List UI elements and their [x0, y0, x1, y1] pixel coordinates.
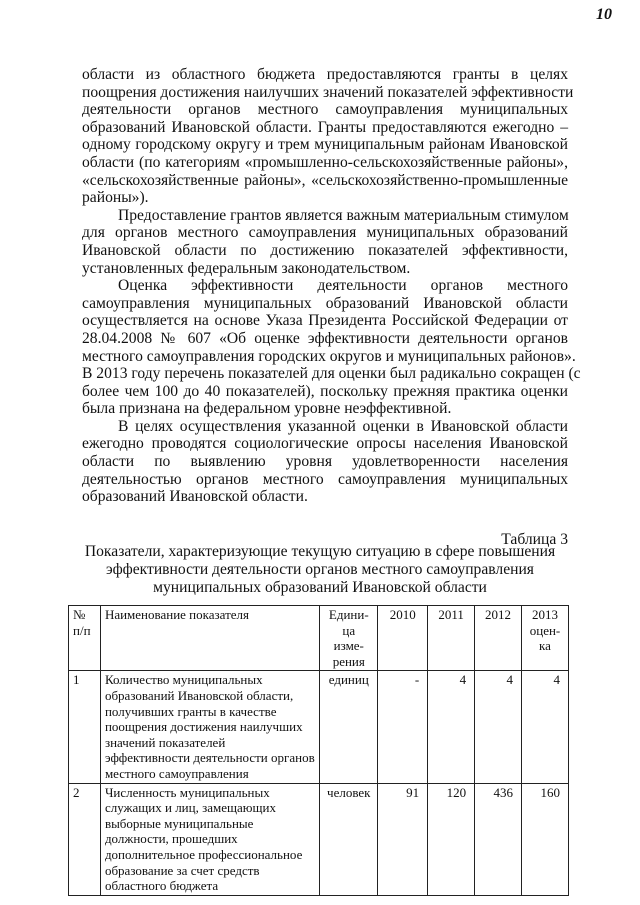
table-cell: 1: [69, 671, 101, 783]
header-cell: Наименование показателя: [100, 606, 319, 671]
paragraph: [82, 207, 568, 277]
table-title-line: муниципальных образований Ивановской области: [153, 579, 487, 596]
table-cell: Количество муниципальных образований Ивановской области, получивших гранты в качестве поощрения достижения наилучших значений показателей эффективности деятельности органов местного самоуправления: [100, 671, 319, 783]
table-cell: человек: [320, 783, 378, 895]
table-cell: Численность муниципальных служащих и лиц, замещающих выборные муниципальные должности, прошедших дополнительное профессиональное образование за счет средств областного бюджета: [100, 783, 319, 895]
text-line: области (по категориям «промышленно-сельскохозяйственные районы»,: [82, 153, 568, 171]
text-line: установленных федеральным законодательством.: [82, 259, 411, 277]
header-cell: № п/п: [69, 606, 101, 671]
paragraph: [82, 418, 568, 506]
indicators-table: [68, 605, 569, 896]
text-line: самоуправления муниципальных образований Ивановской области: [82, 294, 568, 312]
table-title-line: Показатели, характеризующие текущую ситуацию в сфере повышения: [84, 543, 556, 560]
text-line: Оценка эффективности деятельности органов местного: [118, 277, 568, 295]
text-line: 28.04.2008 № 607 «Об оценке эффективности деятельности органов: [82, 329, 568, 347]
table-cell: 4: [475, 671, 522, 783]
text-line: местного самоуправления городских округов и муниципальных районов».: [82, 347, 576, 365]
header-cell: 2011: [428, 606, 475, 671]
text-line: области по выявлению уровня удовлетворенности населения: [82, 453, 568, 471]
text-line: осуществляется на основе Указа Президента Российской Федерации от: [82, 312, 568, 330]
table-label: Таблица 3: [501, 531, 568, 548]
paragraph: [82, 277, 581, 418]
text-line: районы»).: [82, 189, 149, 207]
text-line: одному городскому округу и трем муниципальным районам Ивановской: [82, 136, 568, 154]
text-line: образований Ивановской области. Гранты предоставляются ежегодно –: [82, 118, 568, 136]
text-line: деятельностью органов местного самоуправления муниципальных: [82, 470, 568, 488]
table-title: [60, 543, 580, 597]
header-cell: 2010: [378, 606, 428, 671]
table-row: [69, 783, 569, 895]
header-cell: Едини- ца изме- рения: [320, 606, 378, 671]
page-number: 10: [596, 6, 612, 23]
text-line: деятельности органов местного самоуправления муниципальных: [82, 101, 568, 119]
table-cell: 120: [428, 783, 475, 895]
table-cell: 436: [475, 783, 522, 895]
text-line: Предоставление грантов является важным материальным стимулом: [118, 206, 569, 224]
table-cell: единиц: [320, 671, 378, 783]
text-line: области из областного бюджета предоставляются гранты в целях: [82, 66, 568, 83]
text-line: Ивановской области по достижению показателей эффективности,: [82, 241, 568, 259]
text-line: для органов местного самоуправления муниципальных образований: [82, 224, 568, 242]
table-cell: 4: [522, 671, 569, 783]
text-line: поощрения достижения наилучших значений показателей эффективности: [82, 83, 574, 101]
text-line: образований Ивановской области.: [82, 488, 308, 506]
text-line: ежегодно проводятся социологические опросы населения Ивановской: [82, 435, 568, 453]
text-line: В 2013 году перечень показателей для оценки был радикально сокращен (с: [82, 365, 581, 383]
table-cell: 160: [522, 783, 569, 895]
table-cell: 4: [428, 671, 475, 783]
body-text: [82, 66, 581, 506]
table-title-line: эффективности деятельности органов местного самоуправления: [106, 561, 534, 578]
table-header-row: [69, 606, 569, 671]
table-row: [69, 671, 569, 783]
text-line: более чем 100 до 40 показателей), поскольку прежняя практика оценки: [82, 382, 568, 400]
table-cell: 2: [69, 783, 101, 895]
header-cell: 2013 оцен- ка: [522, 606, 569, 671]
header-cell: 2012: [475, 606, 522, 671]
table-cell: -: [378, 671, 428, 783]
paragraph: [82, 66, 574, 207]
text-line: была признана на федеральном уровне неэффективной.: [82, 400, 452, 418]
text-line: В целях осуществления указанной оценки в Ивановской области: [118, 417, 568, 435]
text-line: «сельскохозяйственные районы», «сельскохозяйственно-промышленные: [82, 171, 568, 189]
table-cell: 91: [378, 783, 428, 895]
